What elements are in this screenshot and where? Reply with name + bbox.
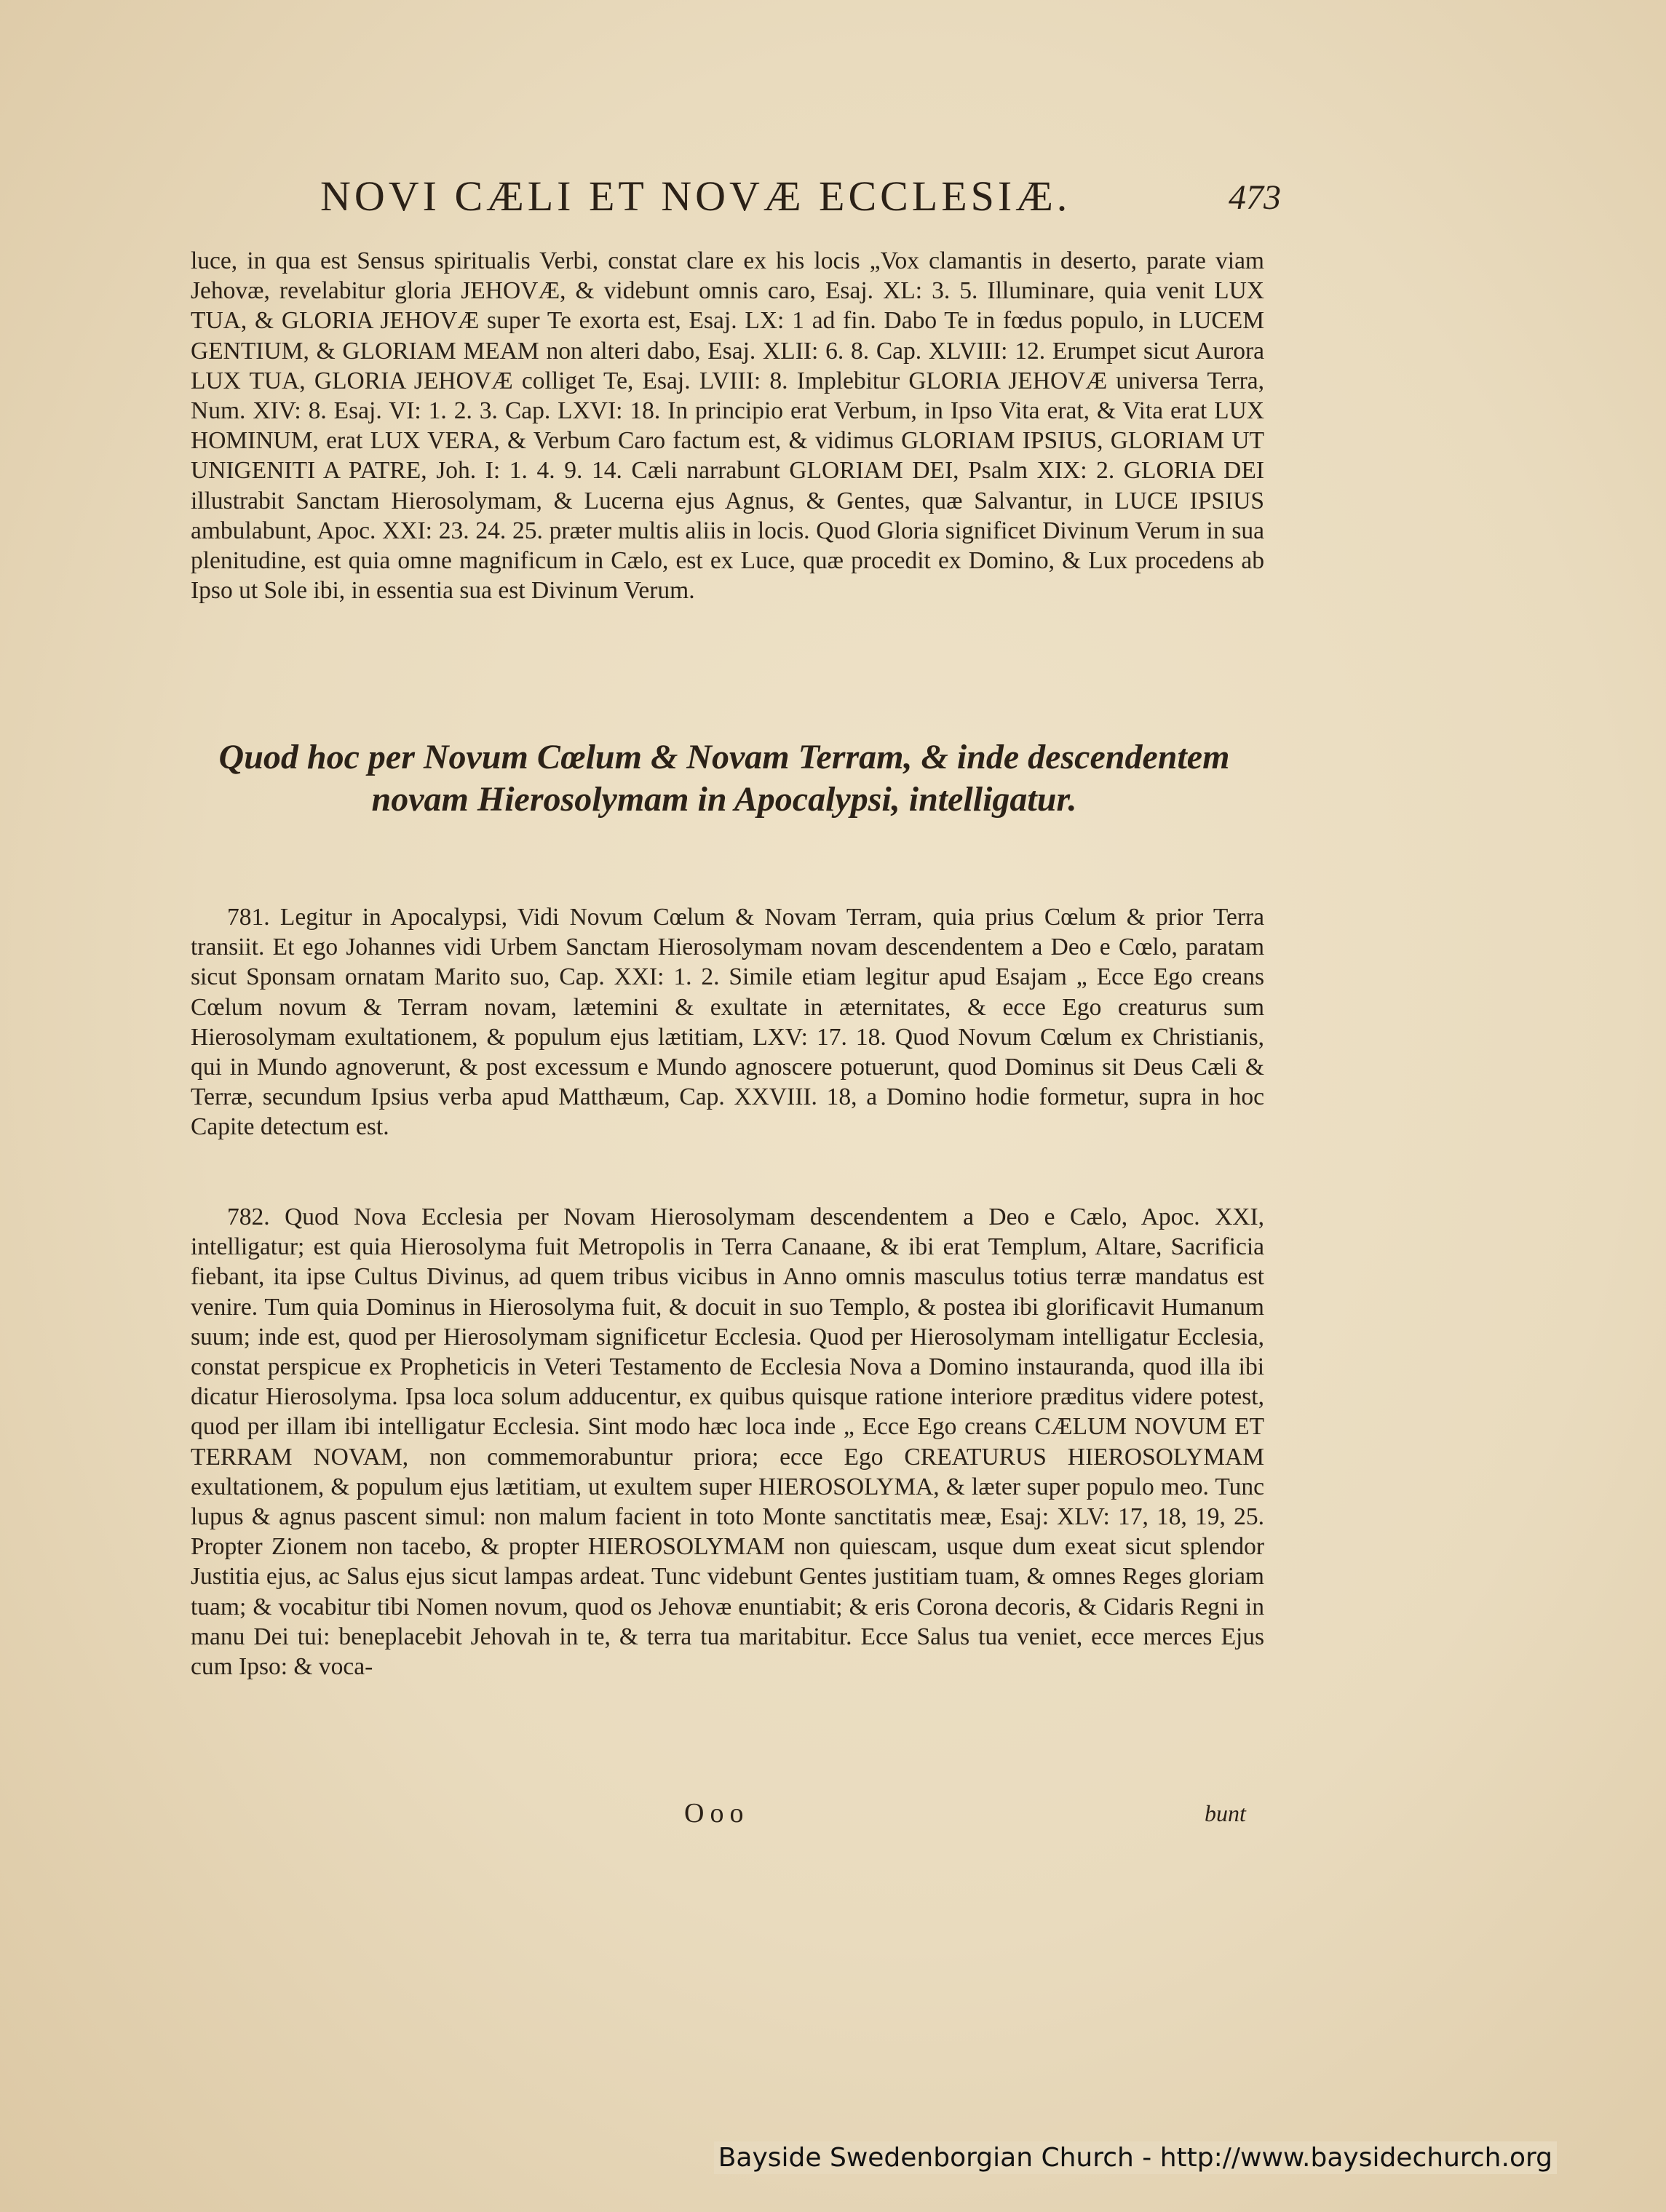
section-heading: Quod hoc per Novum Cœlum & Novam Terram, & inde descendentem novam Hierosolymam in Apocalypsi, intelligatur. [218,738,1230,819]
paragraph-781-text: 781. Legitur in Apocalypsi, Vidi Novum Cœlum & Novam Terram, quia prius Cœlum & prior Terra transiit. Et ego Johannes vidi Urbem Sanctam Hierosolymam novam descendentem a Deo e Cœlo, paratam sicut Sponsam ornatam Marito suo, Cap. XXI: 1. 2. Simile etiam legitur apud Esajam „ Ecce Ego creans Cœlum novum & Terram novam, lætemini & exultate in æternitates, & ecce Ego creaturus sum Hierosolymam exultationem, & populum ejus lætitiam, LXV: 17. 18. Quod Novum Cœlum ex Christianis, qui in Mundo agnoverunt, & post excessum e Mundo agnoscere potuerunt, quod Dominus sit Deus Cæli & Terræ, secundum Ipsius verba apud Matthæum, Cap. XXVIII. 18, a Domino hodie formetur, supra in hoc Capite detectum est. [191,904,1264,1141]
page-header [320,172,1281,237]
page-number: 473 [1229,178,1281,217]
watermark: Bayside Swedenborgian Church - http://www.baysidechurch.org [714,2141,1557,2174]
running-title: NOVI CÆLI ET NOVÆ ECCLESIÆ. [320,172,1071,220]
paragraph-782-text: 782. Quod Nova Ecclesia per Novam Hierosolymam descendentem a Deo e Cælo, Apoc. XXI, intelligatur; est quia Hierosolyma fuit Metropolis in Terra Canaane, & ibi erat Templum, Altare, Sacrificia fiebant, ita ipse Cultus Divinus, ad quem tribus vicibus in Anno omnis masculus totius terræ mandatus est venire. Tum quia Dominus in Hierosolyma fuit, & docuit in suo Templo, & postea ibi glorificavit Humanum suum; inde est, quod per Hierosolymam significetur Ecclesia. Quod per Hierosolymam intelligatur Ecclesia, constat perspicue ex Propheticis in Veteri Testamento de Ecclesia Nova a Domino instauranda, quod illa ibi dicatur Hierosolyma. Ipsa loca solum adducentur, ex quibus quisque ratione interiore præditus videre potest, quod per illam ibi intelligatur Ecclesia. Sint modo hæc loca inde „ Ecce Ego creans CÆLUM NOVUM ET TERRAM NOVAM, non commemorabuntur priora; ecce Ego CREATURUS HIEROSOLYMAM exultationem, & populum ejus lætitiam, ut exultem super HIEROSOLYMA, & læter super populo meo. Tunc lupus & agnus pascent simul: non malum facient in toto Monte sanctitatis meæ, Esaj: XLV: 17, 18, 19, 25. Propter Zionem non tacebo, & propter HIEROSOLYMAM non quiescam, usque dum exeat sicut splendor Justitia ejus, ac Salus ejus sicut lampas ardeat. Tunc videbunt Gentes justitiam tuam, & omnes Reges gloriam tuam; & vocabitur tibi Nomen novum, quod os Jehovæ enuntiabit; & eris Corona decoris, & Cidaris Regni in manu Dei tui: beneplacebit Jehovah in te, & terra tua maritabitur. Ecce Salus tua veniet, ecce merces Ejus cum Ipso: & voca- [191,1204,1264,1681]
signature-mark: Ooo [684,1798,750,1829]
paragraph-intro-text: luce, in qua est Sensus spiritualis Verbi, constat clare ex his locis „Vox clamantis in deserto, parate viam Jehovæ, revelabitur gloria JEHOVÆ, & videbunt omnis caro, Esaj. XL: 3. 5. Illuminare, quia venit LUX TUA, & GLORIA JEHOVÆ super Te exorta est, Esaj. LX: 1 ad fin. Dabo Te in fœdus populo, in LUCEM GENTIUM, & GLORIAM MEAM non alteri dabo, Esaj. XLII: 6. 8. Cap. XLVIII: 12. Erumpet sicut Aurora LUX TUA, GLORIA JEHOVÆ colliget Te, Esaj. LVIII: 8. Implebitur GLORIA JEHOVÆ universa Terra, Num. XIV: 8. Esaj. VI: 1. 2. 3. Cap. LXVI: 18. In principio erat Verbum, in Ipso Vita erat, & Vita erat LUX HOMINUM, erat LUX VERA, & Verbum Caro factum est, & vidimus GLORIAM IPSIUS, GLORIAM UT UNIGENITI A PATRE, Joh. I: 1. 4. 9. 14. Cæli narrabunt GLORIAM DEI, Psalm XIX: 2. GLORIA DEI illustrabit Sanctam Hierosolymam, & Lucerna ejus Agnus, & Gentes, quæ Salvantur, in LUCE IPSIUS ambulabunt, Apoc. XXI: 23. 24. 25. præter multis aliis in locis. Quod Gloria significet Divinum Verum in sua plenitudine, est quia omne magnificum in Cælo, est ex Luce, quæ procedit ex Domino, & Lux procedens ab Ipso ut Sole ibi, in essentia sua est Divinum Verum. [191,247,1264,605]
catchword: bunt [1205,1800,1246,1826]
paragraph-intro [191,246,1264,605]
paragraph-781 [191,902,1264,1142]
paragraph-782 [191,1202,1264,1682]
